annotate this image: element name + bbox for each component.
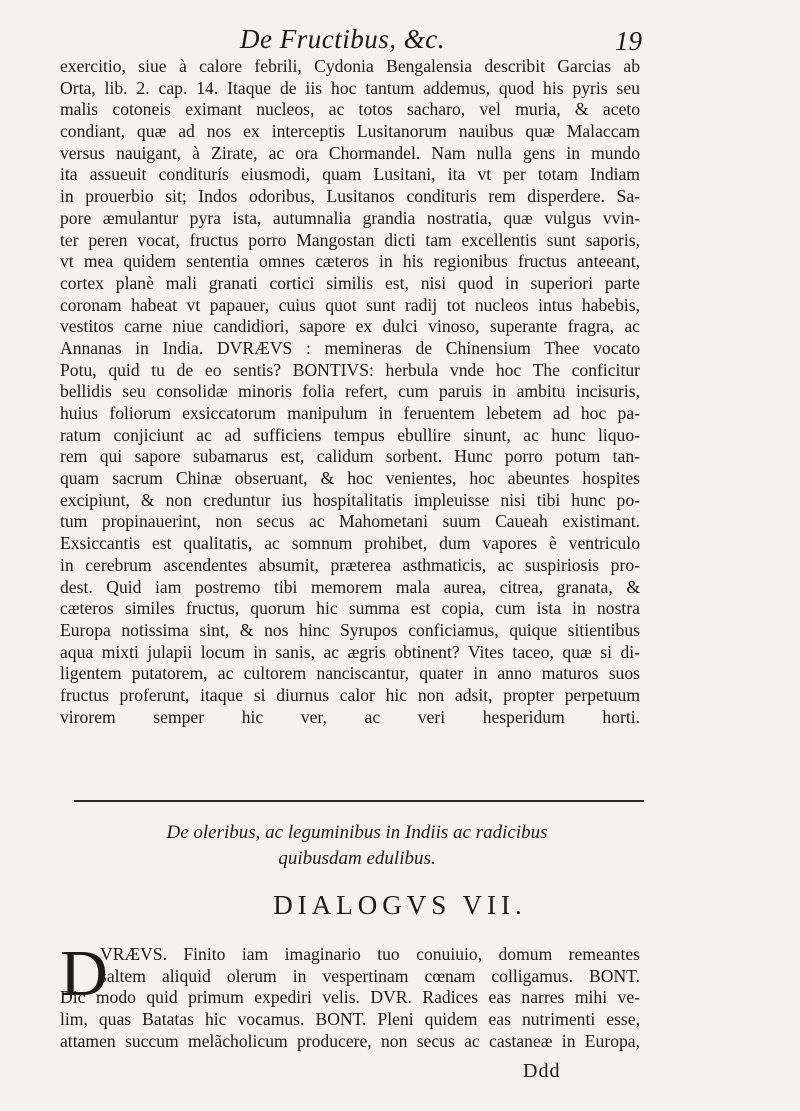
text-line: Annanas in India. DVRÆVS : memineras de Chinensium Thee vocato <box>60 337 640 358</box>
text-line: versus nauigant, à Zirate, ac ora Chormandel. Nam nulla gens in mundo <box>60 142 640 163</box>
drop-cap: D <box>60 937 108 1010</box>
section-heading-line: quibusdam edulibus. <box>278 848 436 869</box>
text-line: fructus proferunt, itaque si diurnus calor hic non adsit, propter perpetuum <box>60 684 640 705</box>
text-line: bellidis seu consolidæ minoris folia refert, cum paruis in ambitu incisuris, <box>60 381 640 402</box>
text-line: malis cotoneis eximant nucleos, ac totos sacharo, vel muria, & aceto <box>60 99 640 120</box>
dialog-line: Dic modo quid primum expediri velis. DVR. Radices eas narres mihi ve- <box>60 987 640 1008</box>
text-line: ratum conjiciunt ac ad sufficiens tempus ebullire sinunt, ac hunc liquo- <box>60 424 640 445</box>
dialog-line: attamen succum melãcholicum producere, non secus ac castaneæ in Europa, <box>60 1030 640 1051</box>
dialog-line: saltem aliquid olerum in vespertinam cœnam colligamus. BONT. <box>100 965 640 986</box>
text-line: rem qui sapore subamarus est, calidum sorbent. Hunc porro potum tan- <box>60 446 640 467</box>
text-line: in cerebrum ascendentes absumit, præterea asthmaticis, ac suspiriosis pro- <box>60 554 640 575</box>
text-line: vt mea quidem sententia omnes cæteros in his regionibus fructus anteeant, <box>60 251 640 272</box>
dialog-body <box>60 937 640 1052</box>
text-line: huius foliorum exsiccatorum manipulum in feruentem lebetem ad hoc pa- <box>60 403 640 423</box>
text-line: excipiunt, & non creduntur ius hospitalitatis impleuisse nisi tibi hunc po- <box>60 489 640 510</box>
text-line: exercitio, siue à calore febrili, Cydonia Bengalensia describit Garcias ab <box>60 56 640 76</box>
text-line: cortex planè mali granati cortici similis est, nisi quod in superiori parte <box>60 272 640 293</box>
page-number: 19 <box>615 26 642 56</box>
text-line: coronam habeat vt papauer, cuius quot sunt radij tot nucleos intus habebis, <box>60 294 640 315</box>
text-line: Orta, lib. 2. cap. 14. Itaque de iis hoc tantum addemus, quod his pyris seu <box>60 77 640 98</box>
text-line: condiant, quæ ad nos ex interceptis Lusitanorum nauibus quæ Malaccam <box>60 121 640 142</box>
dialog-line: lim, quas Batatas hic vocamus. BONT. Pleni quidem eas nutrimenti esse, <box>60 1009 640 1030</box>
dialog-line: VRÆVS. Finito iam imaginario tuo conuiuio, domum remeantes <box>100 944 640 964</box>
text-line: ita assueuit conditurís eiusmodi, quam Lusitani, ita vt per totam Indiam <box>60 164 640 185</box>
dialog-title: DIALOGVS VII. <box>273 890 527 920</box>
text-line: dest. Quid iam postremo tibi memorem mala aurea, citrea, granata, & <box>60 576 640 597</box>
running-title: De Fructibus, &c. <box>240 24 445 54</box>
text-line: vestitos carne niue candidiori, sapore ex dulci vinoso, superante fragra, ac <box>60 316 640 337</box>
text-line: in prouerbio sit; Indos odoribus, Lusitanos condituris rem disperdere. Sa- <box>60 186 640 207</box>
text-line: tum propinauerint, non secus ac Mahometani suum Caueah existimant. <box>60 511 640 532</box>
text-line: Potu, quid tu de eo sentis? BONTIVS: herbula vnde hoc The conficitur <box>60 359 640 380</box>
text-line: aqua mixti julapii locum in sanis, ac ægris obtinent? Vites taceo, quæ si di- <box>60 641 640 662</box>
body-text <box>60 56 640 728</box>
text-line: virorem semper hic ver, ac veri hesperidum horti. <box>60 706 640 727</box>
catchword: Ddd <box>523 1060 561 1082</box>
section-heading <box>92 820 622 872</box>
text-line: quam sacrum Chinæ obseruant, & hoc venientes, hoc abeuntes hospites <box>60 468 640 489</box>
section-heading-line: De oleribus, ac leguminibus in Indiis ac radicibus <box>166 822 548 843</box>
text-line: Exsiccantis est qualitatis, ac somnum prohibet, dum vapores è ventriculo <box>60 533 640 554</box>
text-line: pore æmulantur pyra ista, autumnalia grandia nostratia, quæ vulgus vvin- <box>60 207 640 228</box>
text-line: ligentem putatorem, ac cultorem nanciscantur, quater in anno maturos suos <box>60 663 640 684</box>
text-line: Europa notissima sint, & nos hinc Syrupos conficiamus, quique sitientibus <box>60 619 640 640</box>
text-line: cæteros similes fructus, quorum hic summa est copia, cum ista in nostra <box>60 598 640 619</box>
text-line: ter peren vocat, fructus porro Mangostan dicti tam excellentis sunt saporis, <box>60 229 640 250</box>
section-divider <box>74 800 644 802</box>
